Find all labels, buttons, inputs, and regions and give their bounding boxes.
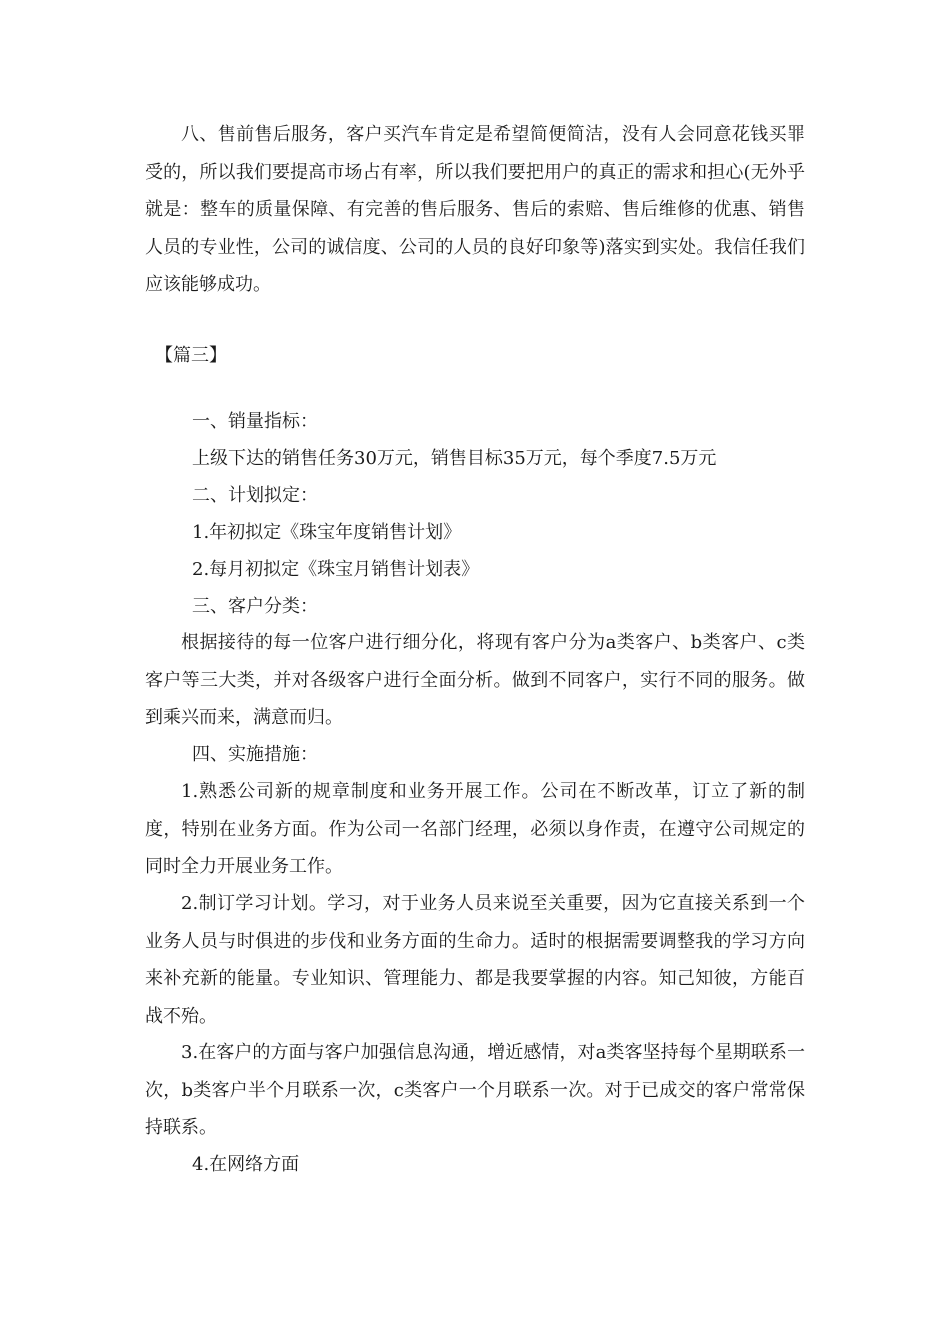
- paragraph-after-sales-service: 八、售前售后服务，客户买汽车肯定是希望简便简洁，没有人会同意花钱买罪受的，所以我们要提高市场占有率，所以我们要把用户的真正的需求和担心(无外乎就是：整车的质量保障、有完善的售后服务、售后的索赔、售后维修的优惠、销售人员的专业性，公司的诚信度、公司的人员的良好印象等)落实到实处。我信任我们应该能够成功。: [145, 124, 805, 295]
- heading-sales-target: 一、销量指标：: [192, 411, 318, 432]
- heading-measures: 四、实施措施：: [192, 744, 318, 765]
- paragraph-customer-classification: 根据接待的每一位客户进行细分化，将现有客户分为a类客户、b类客户、c类客户等三大类，并对各级客户进行全面分析。做到不同客户，实行不同的服务。做到乘兴而来，满意而归。: [145, 632, 805, 728]
- plan-item-2: 2.每月初拟定《珠宝月销售计划表》: [192, 559, 480, 580]
- heading-customer-classification: 三、客户分类：: [192, 596, 318, 617]
- measure-item-4: 4.在网络方面: [192, 1154, 300, 1175]
- heading-plan: 二、计划拟定：: [192, 485, 318, 506]
- section-title: 【篇三】: [155, 345, 227, 366]
- measure-item-1: 1.熟悉公司新的规章制度和业务开展工作。公司在不断改革，订立了新的制度，特别在业务方面。作为公司一名部门经理，必须以身作责，在遵守公司规定的同时全力开展业务工作。: [145, 781, 805, 877]
- measure-item-3: 3.在客户的方面与客户加强信息沟通，增近感情，对a类客坚持每个星期联系一次，b类客户半个月联系一次，c类客户一个月联系一次。对于已成交的客户常常保持联系。: [145, 1042, 805, 1138]
- measure-item-2: 2.制订学习计划。学习，对于业务人员来说至关重要，因为它直接关系到一个业务人员与时俱进的步伐和业务方面的生命力。适时的根据需要调整我的学习方向来补充新的能量。专业知识、管理能力、都是我要掌握的内容。知己知彼，方能百战不殆。: [145, 893, 805, 1027]
- sales-target-text: 上级下达的销售任务30万元，销售目标35万元，每个季度7.5万元: [192, 448, 717, 469]
- plan-item-1: 1.年初拟定《珠宝年度销售计划》: [192, 522, 462, 543]
